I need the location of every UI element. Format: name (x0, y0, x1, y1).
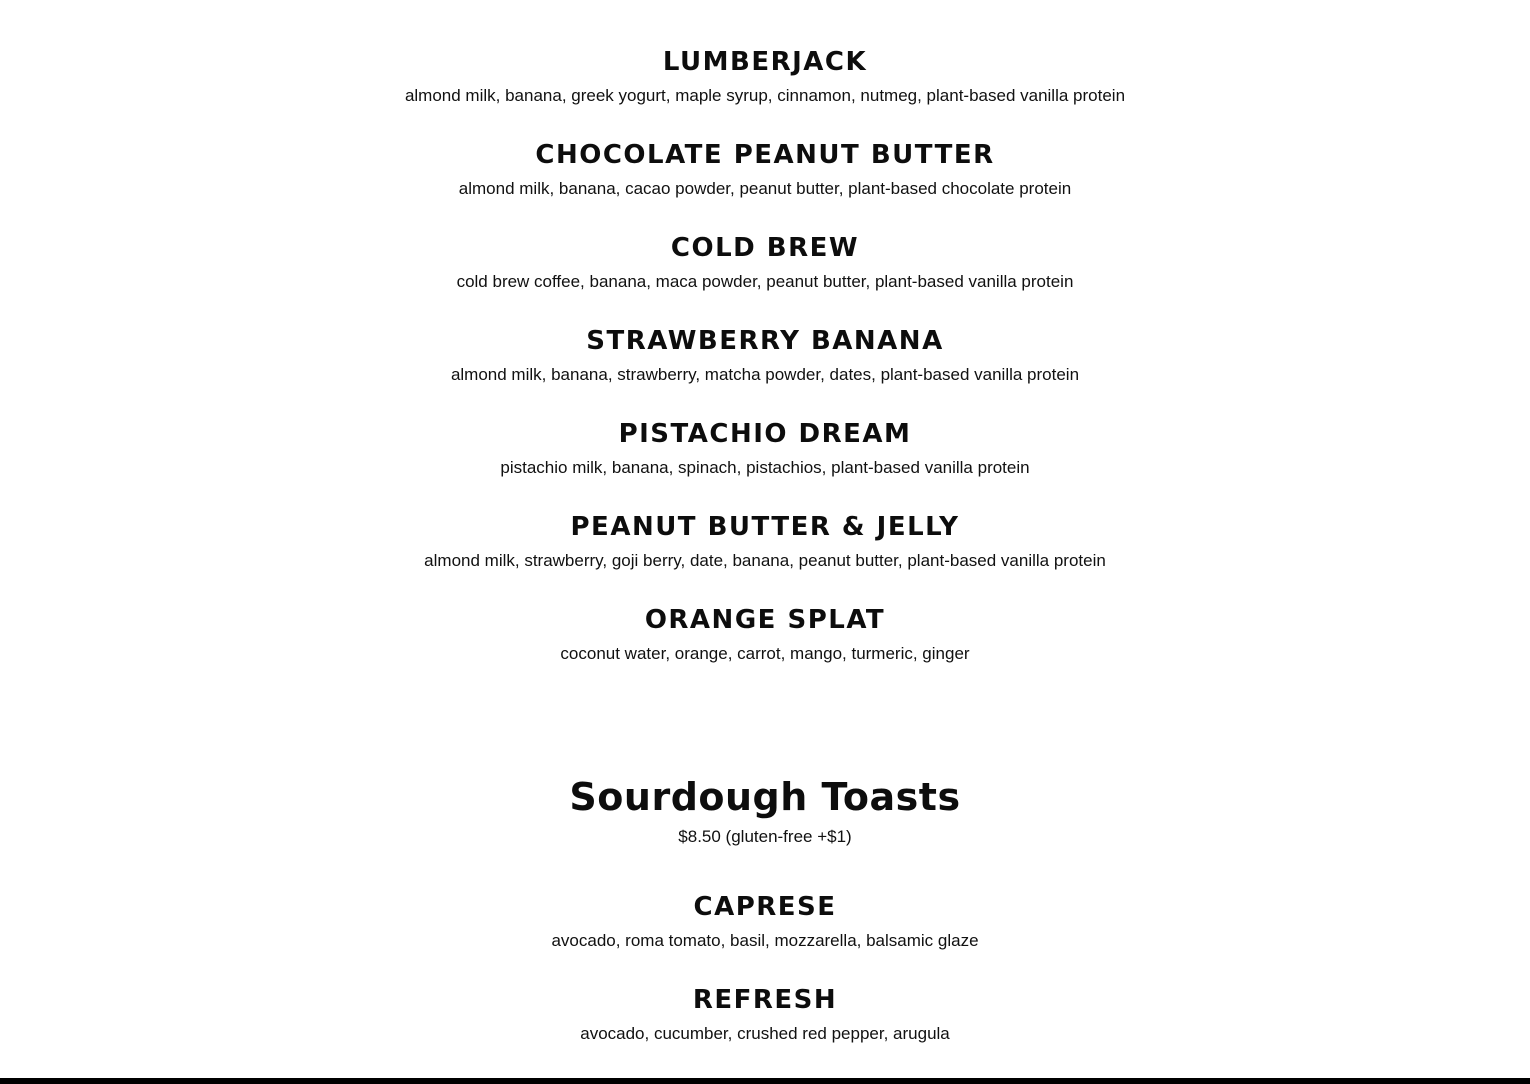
menu-item-description: cold brew coffee, banana, maca powder, peanut butter, plant-based vanilla protein (456, 272, 1074, 291)
menu-item-description: almond milk, strawberry, goji berry, date, banana, peanut butter, plant-based vanilla protein (424, 551, 1106, 570)
menu-item-name: REFRESH (692, 985, 838, 1015)
menu-item (0, 137, 1530, 230)
menu-item-name: ORANGE SPLAT (644, 605, 886, 635)
bottom-divider-bar (0, 1078, 1530, 1084)
menu-item (0, 602, 1530, 695)
smoothie-menu-list (0, 44, 1530, 695)
menu-item-description: avocado, cucumber, crushed red pepper, arugula (580, 1024, 950, 1043)
menu-item (0, 889, 1530, 982)
menu-item (0, 230, 1530, 323)
toasts-section-header (0, 770, 1530, 850)
toast-menu-list (0, 889, 1530, 1075)
menu-item-description: almond milk, banana, cacao powder, peanut butter, plant-based chocolate protein (458, 179, 1072, 198)
menu-item-name: PEANUT BUTTER & JELLY (570, 512, 960, 542)
menu-item-description: coconut water, orange, carrot, mango, turmeric, ginger (560, 644, 970, 663)
menu-item-name: LUMBERJACK (662, 47, 868, 77)
section-price: $8.50 (gluten-free +$1) (678, 827, 852, 846)
menu-item-description: almond milk, banana, strawberry, matcha powder, dates, plant-based vanilla protein (450, 365, 1080, 384)
menu-item-description: almond milk, banana, greek yogurt, maple syrup, cinnamon, nutmeg, plant-based vanilla protein (404, 86, 1126, 105)
menu-item-name: CAPRESE (693, 892, 837, 922)
menu-item-name: COLD BREW (670, 233, 860, 263)
menu-item-name: STRAWBERRY BANANA (586, 326, 944, 356)
menu-item-name: CHOCOLATE PEANUT BUTTER (535, 140, 995, 170)
menu-item (0, 44, 1530, 137)
menu-item-description: avocado, roma tomato, basil, mozzarella, balsamic glaze (551, 931, 979, 950)
section-title: Sourdough Toasts (569, 775, 961, 819)
menu-item (0, 982, 1530, 1075)
menu-item-description: pistachio milk, banana, spinach, pistachios, plant-based vanilla protein (500, 458, 1030, 477)
menu-item (0, 416, 1530, 509)
menu-item-name: PISTACHIO DREAM (618, 419, 912, 449)
menu-item (0, 509, 1530, 602)
menu-item (0, 323, 1530, 416)
